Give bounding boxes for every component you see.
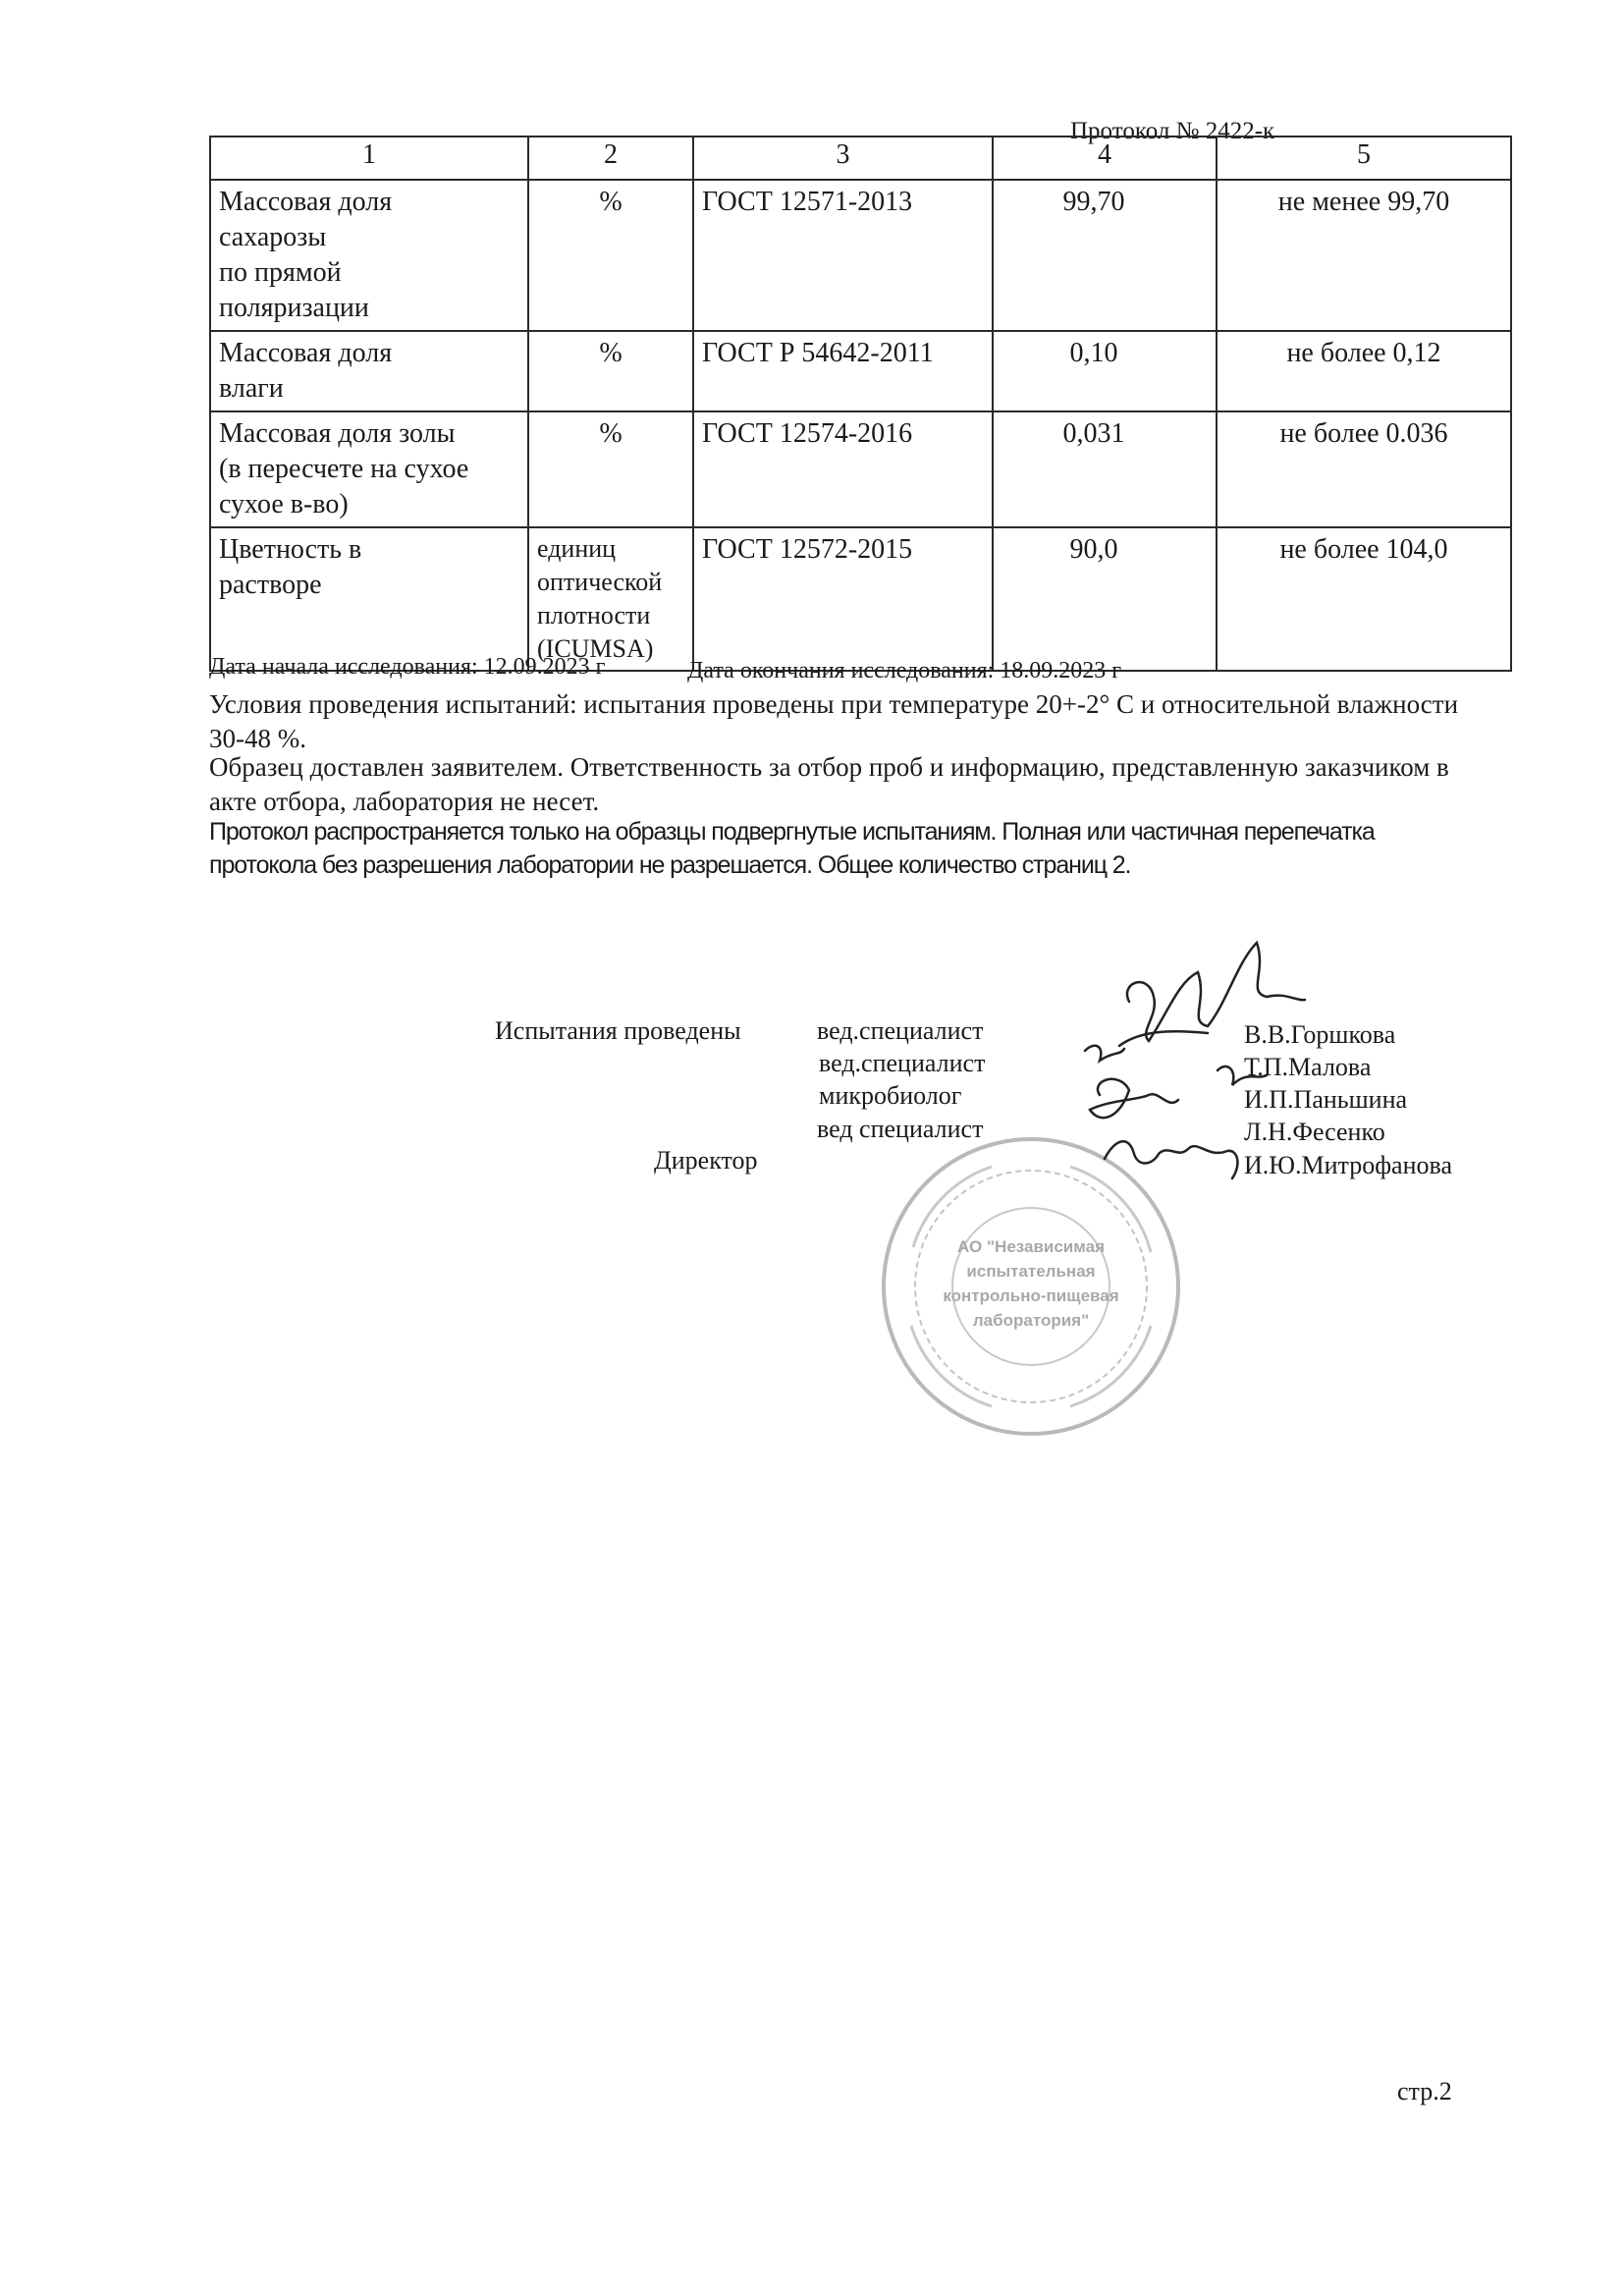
table-row [210,331,1511,411]
signatory-name: И.П.Паньшина [1244,1085,1408,1114]
signatory-position: микробиолог [819,1081,962,1110]
method-cell: ГОСТ 12572-2015 [693,527,993,671]
column-header: 2 [528,137,693,180]
indicator-cell [210,331,528,411]
page-number: стр.2 [1397,2077,1452,2105]
indicator-line: Массовая доля золы [219,418,456,449]
stamp-text: АО "Независимая [956,1237,1106,1256]
norm-cell: не более 0.036 [1217,411,1511,527]
results-table [209,136,1512,672]
signatory-position: вед.специалист [819,1049,986,1077]
method-cell: ГОСТ 12574-2016 [693,411,993,527]
unit-cell: % [528,411,693,527]
signatory-position: вед.специалист [817,1016,984,1045]
unit-line: (ICUMSA) [537,634,654,663]
indicator-line: Цветность в [219,534,362,565]
table-row [210,527,1511,671]
end-date: Дата окончания исследования: 18.09.2023 г [687,658,1122,683]
column-header: 1 [210,137,528,180]
stamp-text: испытательная [966,1262,1096,1281]
norm-cell: не более 0,12 [1217,331,1511,411]
unit-line: плотности [537,601,651,629]
column-header: 4 [993,137,1217,180]
signature-scribbles [1060,923,1306,1218]
indicator-line: сахарозы [219,222,327,252]
indicator-line: Массовая доля [219,338,393,368]
protocol-number: Протокол № 2422-к [1070,118,1275,144]
indicator-line: поляризации [219,293,369,323]
result-cell: 90,0 [993,527,1217,671]
distribution-note: Протокол распространяется только на образцы подвергнутые испытаниям. Полная или частичная перепечатка протокола без разрешения лаборатории не разрешается. Общее количество страниц 2. [209,818,1375,879]
method-cell: ГОСТ 12571-2013 [693,180,993,331]
unit-cell [528,527,693,671]
method-cell: ГОСТ Р 54642-2011 [693,331,993,411]
norm-cell: не менее 99,70 [1217,180,1511,331]
result-cell: 0,10 [993,331,1217,411]
stamp-text: лаборатория" [972,1311,1090,1330]
indicator-line: по прямой [219,257,342,288]
unit-cell: % [528,180,693,331]
table-row [210,411,1511,527]
indicator-line: (в пересчете на сухое [219,454,469,484]
signatory-name: Л.Н.Фесенко [1244,1118,1385,1146]
indicator-line: Массовая доля [219,187,393,217]
signatory-name: И.Ю.Митрофанова [1244,1151,1452,1179]
indicator-line: растворе [219,570,322,600]
indicator-cell [210,411,528,527]
table-header-row [210,137,1511,180]
result-cell: 0,031 [993,411,1217,527]
indicator-line: сухое в-во) [219,489,349,519]
indicator-cell [210,180,528,331]
start-date: Дата начала исследования: 12.09.2023 г [209,654,606,680]
test-conditions: Условия проведения испытаний: испытания проведены при температуре 20+-2° С и относительной влажности 30-48 %. [209,689,1459,753]
unit-cell: % [528,331,693,411]
signatory-name: В.В.Горшкова [1244,1020,1396,1049]
sample-note: Образец доставлен заявителем. Ответственность за отбор проб и информацию, представленную заказчиком в акте отбора, лаборатория не несет. [209,752,1449,816]
result-cell: 99,70 [993,180,1217,331]
tests-performed-label: Испытания проведены [495,1016,741,1045]
indicator-cell [210,527,528,671]
indicator-line: влаги [219,373,284,404]
column-header: 3 [693,137,993,180]
director-label: Директор [654,1146,758,1175]
stamp-text: контрольно-пищевая [943,1286,1119,1305]
norm-cell: не более 104,0 [1217,527,1511,671]
signatory-name: Т.П.Малова [1244,1053,1372,1081]
column-header: 5 [1217,137,1511,180]
unit-line: единиц [537,534,617,563]
signatory-position: вед специалист [817,1115,984,1143]
table-row [210,180,1511,331]
unit-line: оптической [537,568,663,596]
